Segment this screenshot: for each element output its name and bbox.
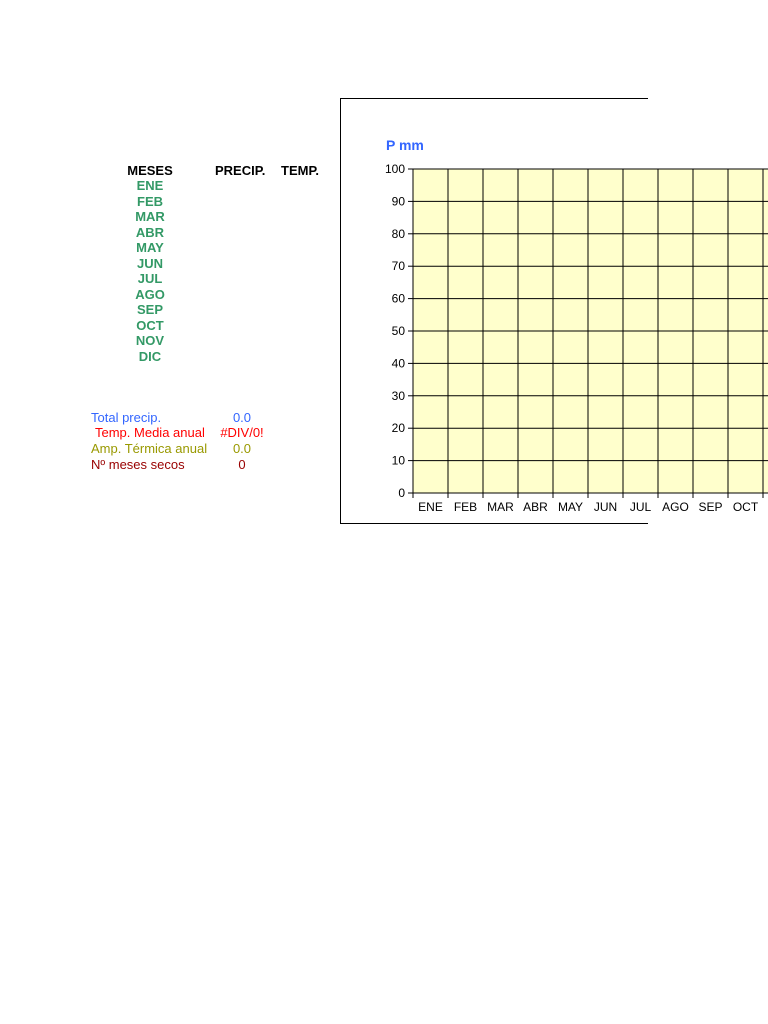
meses-secos-label: Nº meses secos: [91, 457, 185, 472]
x-tick-label-ene: ENE: [418, 500, 443, 514]
total-precip-value: 0.0: [232, 410, 252, 425]
month-jun: JUN: [136, 255, 163, 271]
x-tick-label-oct: OCT: [732, 500, 759, 514]
precip-header: PRECIP.: [215, 163, 266, 178]
month-jul: JUL: [137, 271, 163, 286]
y-tick-label-60: 60: [391, 291, 405, 306]
y-tick-label-80: 80: [391, 226, 405, 241]
month-oct: OCT: [136, 317, 164, 333]
month-list: [120, 178, 180, 364]
y-axis-title: P mm: [386, 137, 424, 153]
amp-termica-label: Amp. Térmica anual: [91, 441, 208, 456]
y-tick-label-20: 20: [391, 421, 405, 436]
y-tick-label-40: 40: [391, 356, 405, 371]
total-precip-label: Total precip.: [91, 410, 162, 425]
amp-termica-value: 0.0: [232, 441, 252, 456]
y-tick-label-70: 70: [391, 259, 405, 274]
y-tick-label-10: 10: [391, 453, 405, 468]
month-ago: AGO: [135, 286, 165, 302]
y-tick-label-50: 50: [391, 324, 405, 338]
x-tick-label-abr: ABR: [523, 500, 548, 514]
month-nov: NOV: [135, 333, 165, 348]
y-tick-label-90: 90: [391, 194, 405, 209]
month-abr: ABR: [135, 224, 165, 240]
y-tick-label-0: 0: [398, 486, 405, 500]
x-tick-label-may: MAY: [557, 500, 584, 514]
x-tick-label-jun: JUN: [593, 500, 618, 514]
temp-header: TEMP.: [281, 163, 320, 178]
chart-svg: [341, 99, 759, 525]
meses-secos-value: 0: [238, 457, 246, 472]
x-tick-label-ago: AGO: [662, 500, 689, 514]
month-mar: MAR: [135, 209, 165, 224]
x-tick-label-jul: JUL: [629, 500, 652, 514]
month-may: MAY: [136, 240, 164, 255]
month-feb: FEB: [137, 193, 163, 209]
month-sep: SEP: [136, 302, 163, 317]
climate-chart: [340, 98, 759, 524]
x-tick-label-feb: FEB: [453, 500, 478, 514]
y-tick-label-100: 100: [384, 162, 405, 176]
temp-media-value: #DIV/0!: [220, 425, 264, 440]
x-tick-label-mar: MAR: [487, 500, 514, 514]
month-dic: DIC: [138, 348, 162, 364]
y-tick-label-30: 30: [391, 388, 405, 403]
month-ene: ENE: [136, 178, 164, 193]
temp-media-label: Temp. Media anual: [95, 425, 205, 440]
months-header: MESES: [127, 163, 173, 178]
x-tick-label-sep: SEP: [698, 500, 723, 514]
